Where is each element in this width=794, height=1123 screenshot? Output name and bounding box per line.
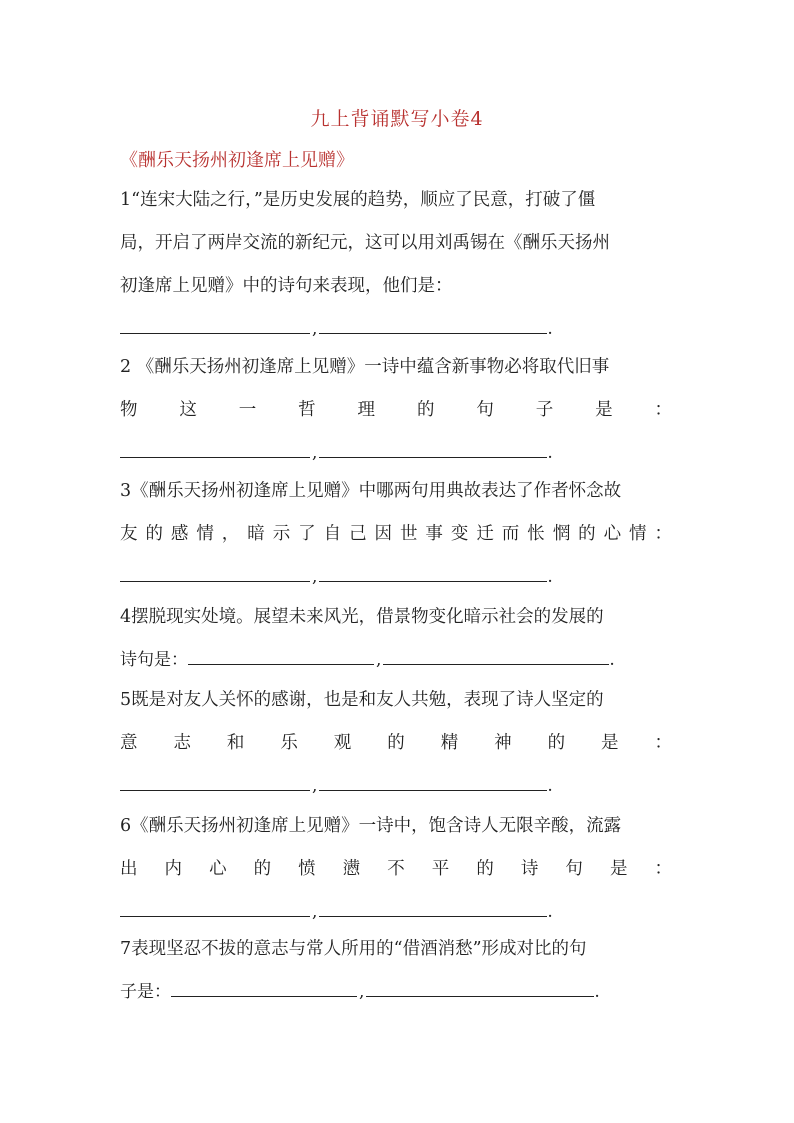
question-text: 1“连宋大陆之行，”是历史发展的趋势，顺应了民意，打破了僵 (120, 190, 596, 210)
question-text: 4摆脱现实处境。展望未来风光，借景物变化暗示社会的发展的 (120, 607, 604, 627)
answer-blank[interactable] (120, 772, 310, 791)
answer-blank[interactable] (120, 315, 310, 334)
answer-blank[interactable] (319, 898, 547, 917)
answer-row (120, 978, 672, 1010)
question-1 (120, 186, 672, 347)
question-text: 局，开启了两岸交流的新纪元，这可以用刘禹锡在《酬乐天扬州 (120, 233, 610, 253)
end-mark: . (609, 650, 615, 670)
answer-row (120, 315, 672, 347)
answer-blank[interactable] (120, 898, 310, 917)
page-title: 九上背诵默写小卷4 (310, 108, 484, 130)
question-text: 5既是对友人关怀的感谢，也是和友人共勉，表现了诗人坚定的 (120, 690, 604, 710)
question-3 (120, 477, 672, 595)
answer-blank[interactable] (120, 439, 310, 458)
end-mark: . (547, 902, 553, 922)
question-text: 3《酬乐天扬州初逢席上见赠》中哪两句用典故表达了作者怀念故 (120, 481, 622, 501)
poem-title: 《酬乐天扬州初逢席上见赠》 (120, 150, 354, 171)
question-text: 初逢席上见赠》中的诗句来表现，他们是： (120, 276, 453, 296)
question-text: 6《酬乐天扬州初逢席上见赠》一诗中，饱含诗人无限辛酸，流露 (120, 816, 622, 836)
answer-row (120, 898, 672, 930)
answer-blank[interactable] (120, 563, 310, 582)
answer-blank[interactable] (383, 646, 609, 665)
question-6 (120, 812, 672, 930)
separator: , (312, 443, 318, 463)
answer-row (120, 772, 672, 804)
end-mark: . (547, 567, 553, 587)
answer-row (120, 646, 672, 686)
separator: , (312, 776, 318, 796)
end-mark: . (547, 319, 553, 339)
end-mark: . (594, 982, 600, 1002)
answer-blank[interactable] (319, 315, 547, 334)
answer-blank[interactable] (319, 772, 547, 791)
separator: , (312, 567, 318, 587)
answer-row (120, 439, 672, 471)
question-7 (120, 935, 672, 1010)
answer-blank[interactable] (319, 439, 547, 458)
end-mark: . (547, 776, 553, 796)
separator: , (312, 319, 318, 339)
question-text: 意志和乐观的精神的是： (120, 733, 672, 753)
answer-prefix: 子是： (120, 982, 171, 1002)
question-5 (120, 686, 672, 804)
answer-blank[interactable] (319, 563, 547, 582)
question-4 (120, 603, 672, 686)
answer-blank[interactable] (366, 978, 594, 997)
question-text: 物这一哲理的句子是： (120, 400, 672, 420)
answer-blank[interactable] (188, 646, 374, 665)
separator: , (312, 902, 318, 922)
end-mark: . (547, 443, 553, 463)
question-text: 友的感情，暗示了自己因世事变迁而怅惘的心情： (120, 524, 672, 544)
answer-blank[interactable] (171, 978, 357, 997)
question-text: 2 《酬乐天扬州初逢席上见赠》一诗中蕴含新事物必将取代旧事 (120, 357, 610, 377)
separator: , (359, 982, 365, 1002)
question-2 (120, 353, 672, 471)
question-text: 出内心的愤懑不平的诗句是： (120, 859, 672, 879)
answer-row (120, 563, 672, 595)
question-text: 7表现坚忍不拔的意志与常人所用的“借酒消愁”形成对比的句 (120, 939, 587, 959)
answer-prefix: 诗句是： (120, 650, 188, 670)
separator: , (376, 650, 382, 670)
